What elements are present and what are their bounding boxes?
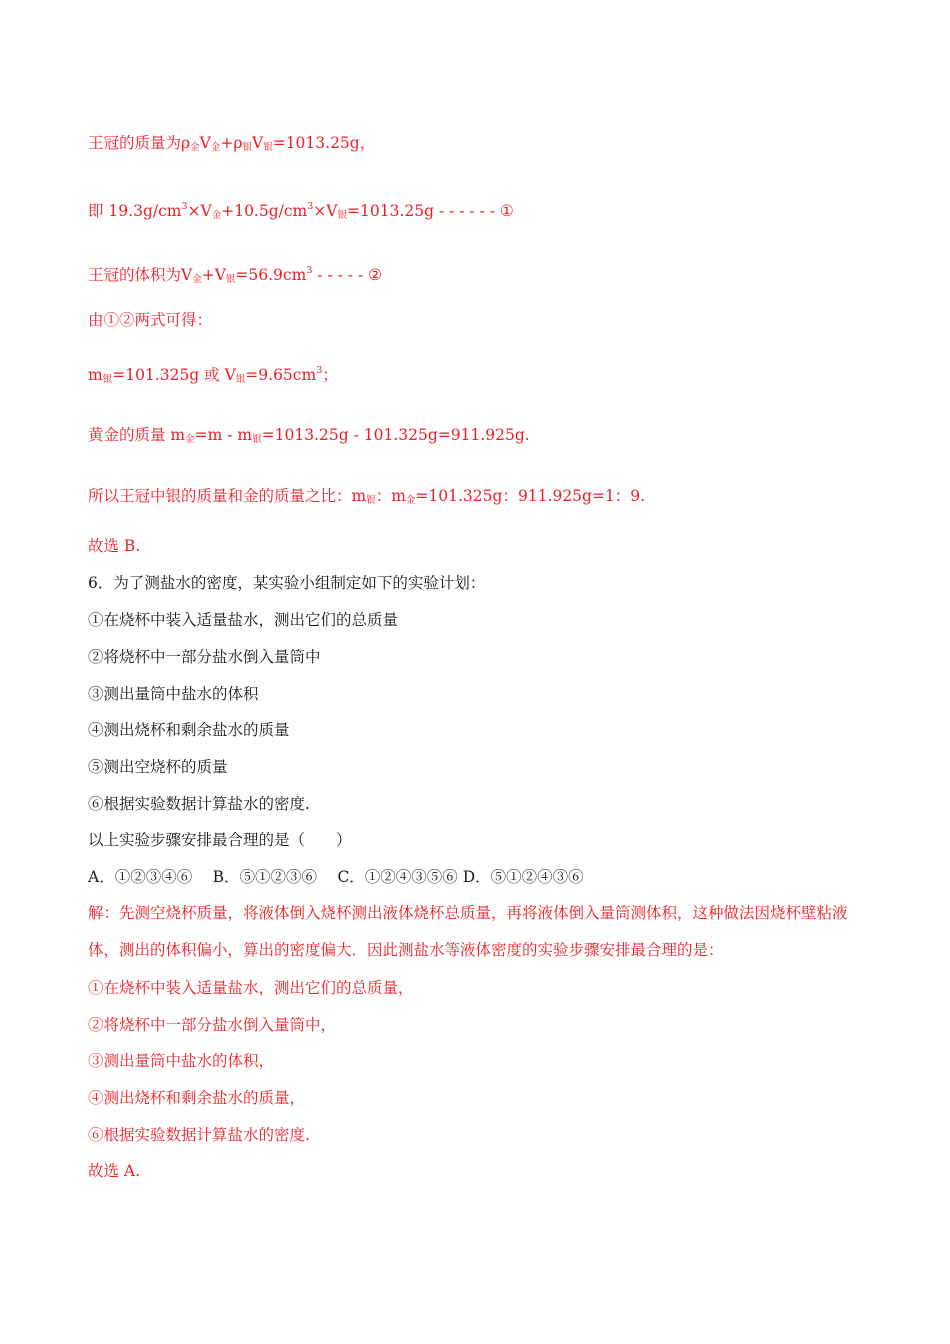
- text: m: [88, 366, 103, 384]
- solution5-line-ratio: [88, 486, 645, 511]
- text: =101.325g 或 V: [112, 366, 236, 384]
- solution5-line-silver-result: [88, 361, 338, 390]
- text: +ρ: [220, 134, 243, 152]
- solution6-step: ④测出烧杯和剩余盐水的质量，: [88, 1089, 306, 1107]
- text: ：m: [375, 487, 406, 505]
- solution6-answer: 故选 A.: [88, 1162, 141, 1180]
- question6-prompt: 以上实验步骤安排最合理的是（ ）: [88, 831, 352, 849]
- subscript: 银: [252, 434, 262, 445]
- solution6-step: ①在烧杯中装入适量盐水，测出它们的总质量，: [88, 979, 414, 997]
- text: =1013.25g，: [272, 134, 376, 152]
- text: V: [199, 134, 211, 152]
- question6-step: ③测出量筒中盐水的体积: [88, 685, 259, 703]
- subscript: 银: [235, 374, 246, 385]
- text: ×V: [187, 202, 212, 220]
- text: V: [251, 134, 264, 152]
- text: ×V: [313, 202, 338, 220]
- subscript: 金: [190, 142, 200, 153]
- solution5-answer: 故选 B.: [88, 537, 141, 555]
- solution5-line-derive: 由①②两式可得：: [88, 311, 213, 329]
- subscript: 金: [192, 274, 202, 285]
- question6-stem: 6．为了测盐水的密度，某实验小组制定如下的实验计划：: [88, 574, 486, 592]
- text: =56.9cm: [235, 266, 307, 284]
- question6-step: ⑤测出空烧杯的质量: [88, 758, 228, 776]
- text: 黄金的质量 m: [88, 426, 186, 444]
- superscript: 3: [306, 265, 313, 276]
- solution6-step: ⑥根据实验数据计算盐水的密度.: [88, 1126, 310, 1144]
- text: - - - - - ②: [312, 266, 383, 284]
- question6-options: A．①②③④⑥ B．⑤①②③⑥ C．①②④③⑤⑥ D．⑤①②④③⑥: [88, 868, 584, 886]
- text: ；: [322, 366, 338, 384]
- solution5-line-volume-equation: [88, 261, 382, 290]
- superscript: 3: [316, 365, 323, 376]
- question6-step: ④测出烧杯和剩余盐水的质量: [88, 721, 290, 739]
- text: 即 19.3g/cm: [88, 202, 182, 220]
- subscript: 金: [211, 210, 222, 221]
- superscript: 3: [181, 201, 188, 212]
- text: =1013.25g - - - - - - ①: [347, 202, 514, 220]
- subscript: 银: [366, 495, 376, 506]
- solution6-step: ②将烧杯中一部分盐水倒入量筒中，: [88, 1016, 337, 1034]
- solution6-explanation: 解：先测空烧杯质量，将液体倒入烧杯测出液体烧杯总质量，再将液体倒入量筒测体积，这种做法因烧杯壁粘液体，测出的体积偏小，算出的密度偏大．因此测盐水等液体密度的实验步骤安排最合理的是：: [88, 904, 848, 959]
- text: +V: [201, 266, 226, 284]
- subscript: 银: [102, 374, 113, 385]
- text: =m - m: [194, 426, 253, 444]
- subscript: 金: [405, 495, 416, 506]
- subscript: 银: [263, 142, 273, 153]
- question6-step: ①在烧杯中装入适量盐水，测出它们的总质量: [88, 611, 399, 629]
- text: 所以王冠中银的质量和金的质量之比：m: [88, 487, 367, 505]
- subscript: 银: [242, 142, 252, 153]
- subscript: 银: [337, 210, 347, 221]
- superscript: 3: [307, 201, 314, 212]
- text: +10.5g/cm: [221, 202, 308, 220]
- solution6-step: ③测出量筒中盐水的体积，: [88, 1052, 275, 1070]
- subscript: 金: [210, 142, 221, 153]
- text: =101.325g：911.925g=1：9.: [415, 487, 646, 505]
- subscript: 银: [225, 274, 236, 285]
- solution5-line-mass-equation: [88, 133, 375, 158]
- solution5-line-gold-mass: [88, 425, 530, 450]
- solution5-line-equation-1: [88, 197, 514, 226]
- subscript: 金: [185, 434, 195, 445]
- text: =1013.25g - 101.325g=911.925g.: [261, 426, 530, 444]
- text: 王冠的体积为V: [88, 266, 193, 284]
- text: =9.65cm: [245, 366, 317, 384]
- text: 王冠的质量为ρ: [88, 134, 191, 152]
- question6-step: ②将烧杯中一部分盐水倒入量筒中: [88, 648, 321, 666]
- question6-step: ⑥根据实验数据计算盐水的密度.: [88, 795, 310, 813]
